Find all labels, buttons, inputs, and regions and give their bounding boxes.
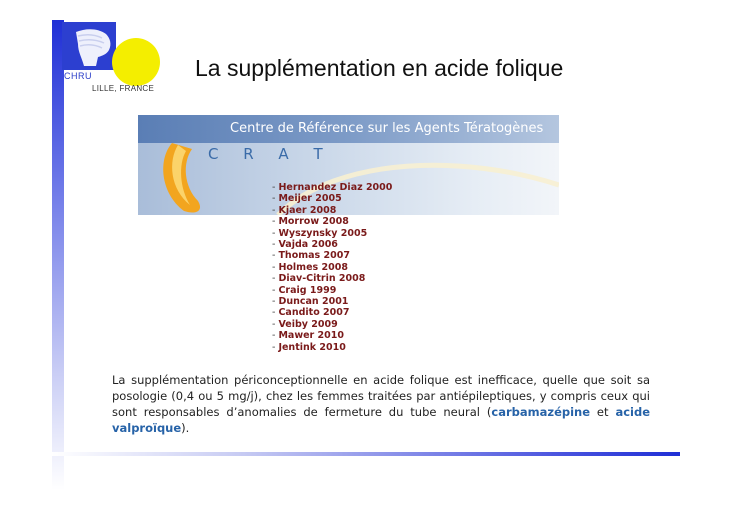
reference-item: [272, 250, 392, 261]
reference-item: [272, 182, 392, 193]
reference-text: Candito 2007: [278, 307, 350, 319]
conclusion-text-after: ).: [181, 421, 190, 435]
reference-dash: -: [272, 341, 279, 353]
reference-dash: -: [272, 182, 279, 193]
reference-item: [272, 205, 392, 216]
reference-item: [272, 307, 392, 318]
logo-location-text: LILLE, FRANCE: [92, 84, 155, 93]
reference-item: [272, 296, 392, 307]
reference-item: [272, 262, 392, 273]
reference-dash: -: [272, 318, 279, 330]
reference-text: Jentink 2010: [278, 341, 346, 353]
reference-dash: -: [272, 193, 279, 205]
reference-text: Vajda 2006: [278, 239, 338, 251]
reference-text: Morrow 2008: [278, 216, 349, 228]
reference-list: [272, 182, 392, 353]
banner-acronym: C R A T: [208, 145, 333, 163]
conclusion-paragraph: [112, 372, 650, 436]
bottom-gradient-line: [52, 452, 680, 456]
reference-text: Mawer 2010: [278, 330, 344, 342]
reference-dash: -: [272, 284, 279, 296]
reference-item: [272, 319, 392, 330]
reference-dash: -: [272, 250, 279, 262]
reference-text: Meijer 2005: [278, 193, 342, 205]
reference-item: [272, 216, 392, 227]
reference-dash: -: [272, 216, 279, 228]
reference-dash: -: [272, 296, 279, 308]
conclusion-connector: et: [590, 405, 616, 419]
conclusion-text-before: La supplémentation périconceptionnelle en acide folique est inefficace, quelle que soit sa posologie (0,4 ou 5 mg/j), chez les femmes traitées par antiépileptiques, y compris ceux qui sont responsables d’anomalies de fermeture du tube neural (: [112, 373, 650, 419]
reference-item: [272, 228, 392, 239]
reference-item: [272, 342, 392, 353]
logo-face-icon: [72, 26, 118, 68]
reference-text: Wyszynsky 2005: [278, 227, 368, 239]
reference-text: Duncan 2001: [278, 296, 349, 308]
slide-title: La supplémentation en acide folique: [195, 55, 564, 81]
reference-text: Thomas 2007: [278, 250, 350, 262]
reference-dash: -: [272, 204, 279, 216]
reference-dash: -: [272, 273, 279, 285]
reference-text: Hernandez Diaz 2000: [278, 182, 393, 193]
reference-text: Craig 1999: [278, 284, 337, 296]
reference-text: Holmes 2008: [278, 261, 348, 273]
reference-dash: -: [272, 307, 279, 319]
reference-text: Veiby 2009: [278, 318, 338, 330]
reference-item: [272, 239, 392, 250]
reference-text: Diav-Citrin 2008: [278, 273, 366, 285]
reference-text: Kjaer 2008: [278, 204, 337, 216]
reference-dash: -: [272, 239, 279, 251]
reference-item: [272, 273, 392, 284]
reference-dash: -: [272, 330, 279, 342]
banner-centre-name: Centre de Référence sur les Agents Tératogènes: [230, 121, 544, 136]
reference-item: [272, 193, 392, 204]
reference-item: [272, 330, 392, 341]
reference-item: [272, 285, 392, 296]
reference-dash: -: [272, 261, 279, 273]
reference-dash: -: [272, 227, 279, 239]
drug-carbamazepine: carbamazépine: [491, 405, 591, 419]
logo-chru-text: CHRU: [64, 71, 92, 81]
chru-logo: [62, 22, 162, 94]
drug-valproic-acid: acide valproïque: [112, 405, 650, 435]
